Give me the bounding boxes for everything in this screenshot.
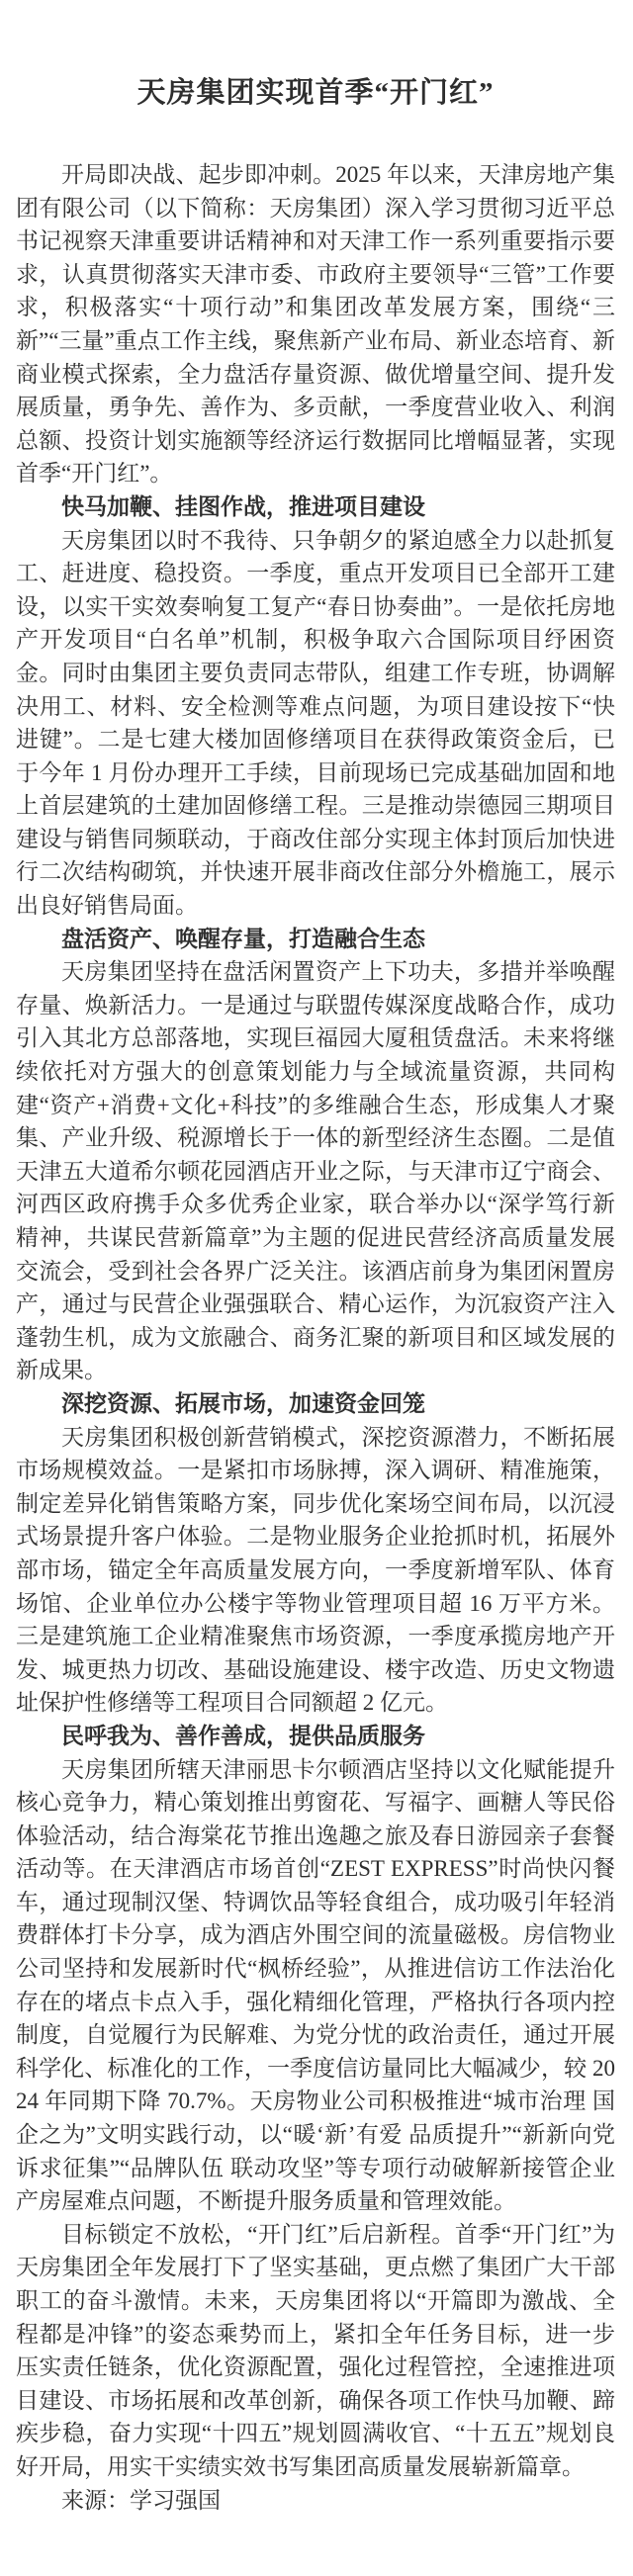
section-heading-project-construction: 快马加鞭、挂图作战，推进项目建设 [61,492,425,519]
paragraph-project-construction: 天房集团以时不我待、只争朝夕的紧迫感全力以赴抓复工、赶进度、稳投资。一季度，重点开发项目已全部开工建设，以实干实效奏响复工复产“春日协奏曲”。一是依托房地产开发项目“白名单”机制，积极争取六合国际项目纾困资金。同时由集团主要负责同志带队，组建工作专班，协调解决用工、材料、安全检测等难点问题，为项目建设按下“快进键”。二是七建大楼加固修缮项目在获得政策资金后，已于今年 1 月份办理开工手续，目前现场已完成基础加固和地上首层建筑的土建加固修缮工程。三是推动崇德园三期项目建设与销售同频联动，于商改住部分实现主体封顶后加快进行二次结构砌筑，并快速开展非商改住部分外檐施工，展示出良好销售局面。 [16,527,615,919]
paragraph-conclusion: 目标锁定不放松，“开门红”后启新程。首季“开门红”为天房集团全年发展打下了坚实基础，更点燃了集团广大干部职工的奋斗激情。未来，天房集团将以“开篇即为激战、全程都是冲锋”的姿态乘势而上，紧扣全年任务目标，进一步压实责任链条，优化资源配置，强化过程管控，全速推进项目建设、市场拓展和改革创新，确保各项工作快马加鞭、蹄疾步稳，奋力实现“十四五”规划圆满收官、“十五五”规划良好开局，用实干实绩实效书写集团高质量发展崭新篇章。 [16,2221,615,2479]
paragraph-market-expansion: 天房集团积极创新营销模式，深挖资源潜力，不断拓展市场规模效益。一是紧扣市场脉搏，深入调研、精准施策，制定差异化销售策略方案，同步优化案场空间布局，以沉浸式场景提升客户体验。二是物业服务企业抢抓时机，拓展外部市场，锚定全年高质量发展方向，一季度新增军队、体育场馆、企业单位办公楼宇等物业管理项目超 16 万平方米。三是建筑施工企业精准聚焦市场资源，一季度承揽房地产开发、城更热力切改、基础设施建设、楼宇改造、历史文物遗址保护性修缮等工程项目合同额超 2 亿元。 [16,1424,615,1716]
section-heading-asset-revitalization: 盘活资产、唤醒存量，打造融合生态 [61,925,425,951]
article-title: 天房集团实现首季“开门红” [136,77,495,109]
paragraph-intro: 开局即决战、起步即冲刺。2025 年以来，天津房地产集团有限公司（以下简称：天房集团）深入学习贯彻习近平总书记视察天津重要讲话精神和对天津工作一系列重要指示要求，认真贯彻落实天津市委、市政府主要领导“三管”工作要求，积极落实“十项行动”和集团改革发展方案，围绕“三新”“三量”重点工作主线，聚焦新产业布局、新业态培育、新商业模式探索，全力盘活存量资源、做优增量空间、提升发展质量，勇争先、善作为、多贡献，一季度营业收入、利润总额、投资计划实施额等经济运行数据同比增幅显著，实现首季“开门红”。 [16,162,615,487]
source-line: 来源：学习强国 [61,2487,221,2513]
paragraph-asset-revitalization: 天房集团坚持在盘活闲置资产上下功夫，多措并举唤醒存量、焕新活力。一是通过与联盟传媒深度战略合作，成功引入其北方总部落地，实现巨福园大厦租赁盘活。未来将继续依托对方强大的创意策划能力与全域流量资源，共同构建“资产+消费+文化+科技”的多维融合生态，形成集人才聚集、产业升级、税源增长于一体的新型经济生态圈。二是值天津五大道希尔顿花园酒店开业之际，与天津市辽宁商会、河西区政府携手众多优秀企业家，联合举办以“深学笃行新精神，共谋民营新篇章”为主题的促进民营经济高质量发展交流会，受到社会各界广泛关注。该酒店前身为集团闲置房产，通过与民营企业强强联合、精心运作，为沉寂资产注入蓬勃生机，成为文旅融合、商务汇聚的新项目和区域发展的新成果。 [16,959,615,1383]
paragraph-quality-service: 天房集团所辖天津丽思卡尔顿酒店坚持以文化赋能提升核心竞争力，精心策划推出剪窗花、写福字、画糖人等民俗体验活动，结合海棠花节推出逸趣之旅及春日游园亲子套餐活动等。在天津酒店市场首创“ZEST EXPRESS”时尚快闪餐车，通过现制汉堡、特调饮品等轻食组合，成功吸引年轻消费群体打卡分享，成为酒店外围空间的流量磁极。房信物业公司坚持和发展新时代“枫桥经验”，从推进信访工作法治化存在的堵点卡点入手，强化精细化管理，严格执行各项内控制度，自觉履行为民解难、为党分忧的政治责任，通过开展科学化、标准化的工作，一季度信访量同比大幅减少，较 2024 年同期下降 70.7%。天房物业公司积极推进“城市治理 国企之为”文明实践行动，以“暖‘新’有爱 品质提升”“新新向党 诉求征集”“品牌队伍 联动攻坚”等专项行动破解新接管企业产房屋难点问题，不断提升服务质量和管理效能。 [16,1756,615,2214]
section-heading-market-expansion: 深挖资源、拓展市场，加速资金回笼 [61,1389,425,1416]
section-heading-quality-service: 民呼我为、善作善成，提供品质服务 [61,1722,425,1748]
